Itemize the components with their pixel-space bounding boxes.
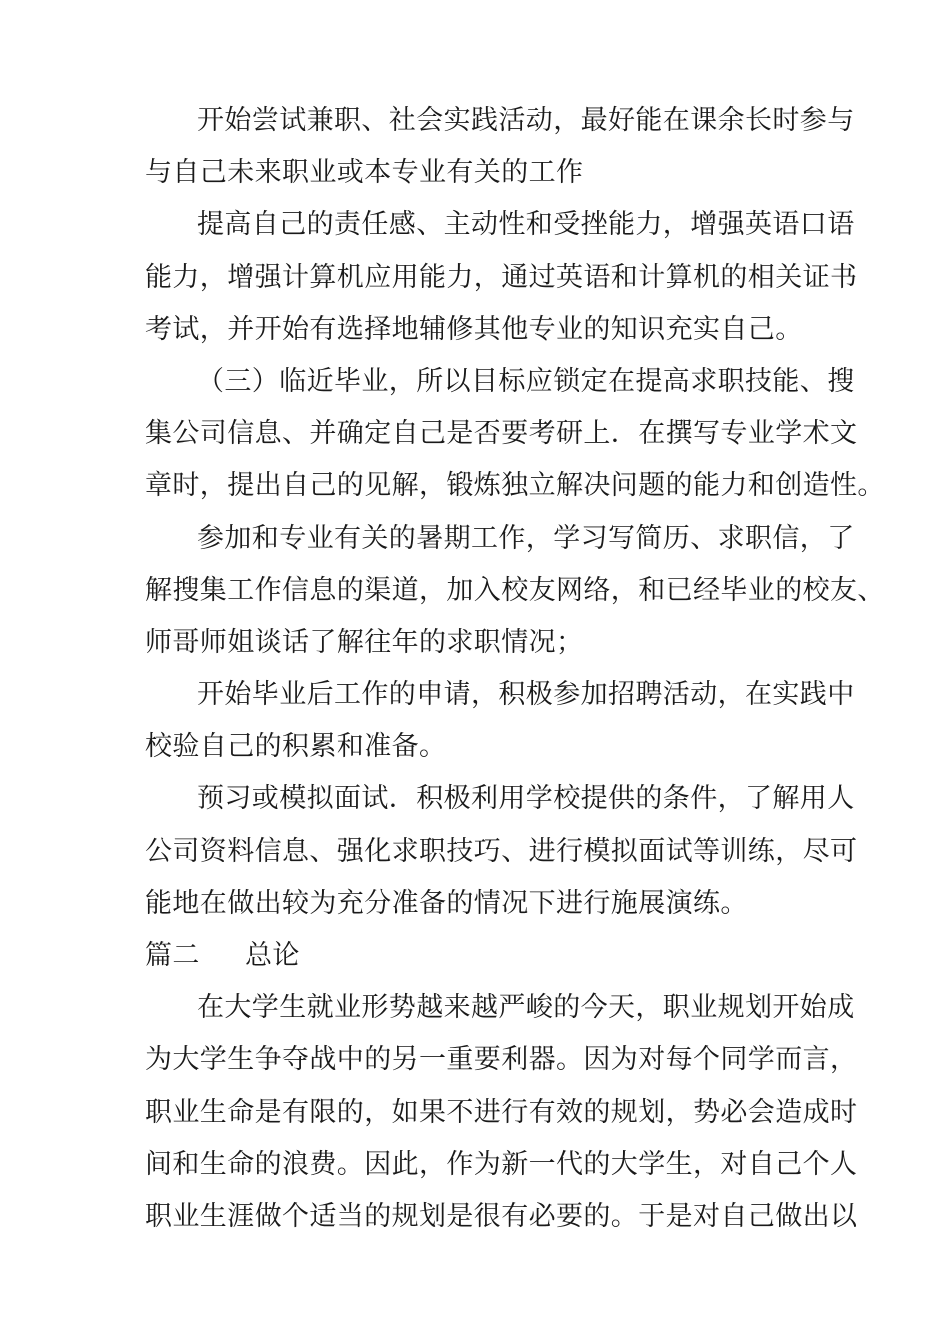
paragraph-line: 考试，并开始有选择地辅修其他专业的知识充实自己。 [145, 313, 803, 345]
section-heading [145, 930, 815, 982]
paragraph-line: 为大学生争夺战中的另一重要利器。因为对每个同学而言， [145, 1044, 858, 1076]
paragraph-line: 能力，增强计算机应用能力，通过英语和计算机的相关证书 [145, 261, 858, 293]
document-body [145, 95, 885, 1243]
paragraph-line: 集公司信息、并确定自己是否要考研上．在撰写专业学术文 [145, 418, 858, 450]
paragraph-line: 开始尝试兼职、社会实践活动，最好能在课余长时参与 [197, 105, 855, 136]
paragraph-line: 校验自己的积累和准备。 [145, 731, 447, 763]
paragraph-line: 职业生涯做个适当的规划是很有必要的。于是对自己做出以 [145, 1200, 858, 1232]
paragraph-line: 解搜集工作信息的渠道，加入校友网络，和已经毕业的校友、 [145, 574, 885, 606]
paragraph-line: 章时，提出自己的见解，锻炼独立解决问题的能力和创造性。 [145, 470, 885, 502]
paragraph-line: 师哥师姐谈话了解往年的求职情况； [145, 626, 584, 658]
paragraph-line: 公司资料信息、强化求职技巧、进行模拟面试等训练，尽可 [145, 835, 858, 867]
paragraph-line: 提高自己的责任感、主动性和受挫能力，增强英语口语 [197, 209, 855, 241]
section-heading-title: 总论 [245, 940, 300, 971]
paragraph-line: 参加和专业有关的暑期工作，学习写简历、求职信，了 [197, 522, 855, 554]
paragraph-line: 预习或模拟面试．积极利用学校提供的条件，了解用人 [197, 783, 855, 815]
paragraph-line: 与自己未来职业或本专业有关的工作 [145, 157, 584, 189]
paragraph-line: （三）临近毕业，所以目标应锁定在提高求职技能、搜 [197, 365, 855, 397]
paragraph-line: 职业生命是有限的，如果不进行有效的规划，势必会造成时 [145, 1096, 858, 1128]
section-heading-label: 篇二 [145, 940, 200, 971]
paragraph-line: 间和生命的浪费。因此，作为新一代的大学生，对自己个人 [145, 1148, 858, 1180]
paragraph-line: 在大学生就业形势越来越严峻的今天，职业规划开始成 [197, 992, 855, 1024]
paragraph-line: 能地在做出较为充分准备的情况下进行施展演练。 [145, 887, 748, 919]
paragraph-line: 开始毕业后工作的申请，积极参加招聘活动，在实践中 [197, 679, 855, 711]
